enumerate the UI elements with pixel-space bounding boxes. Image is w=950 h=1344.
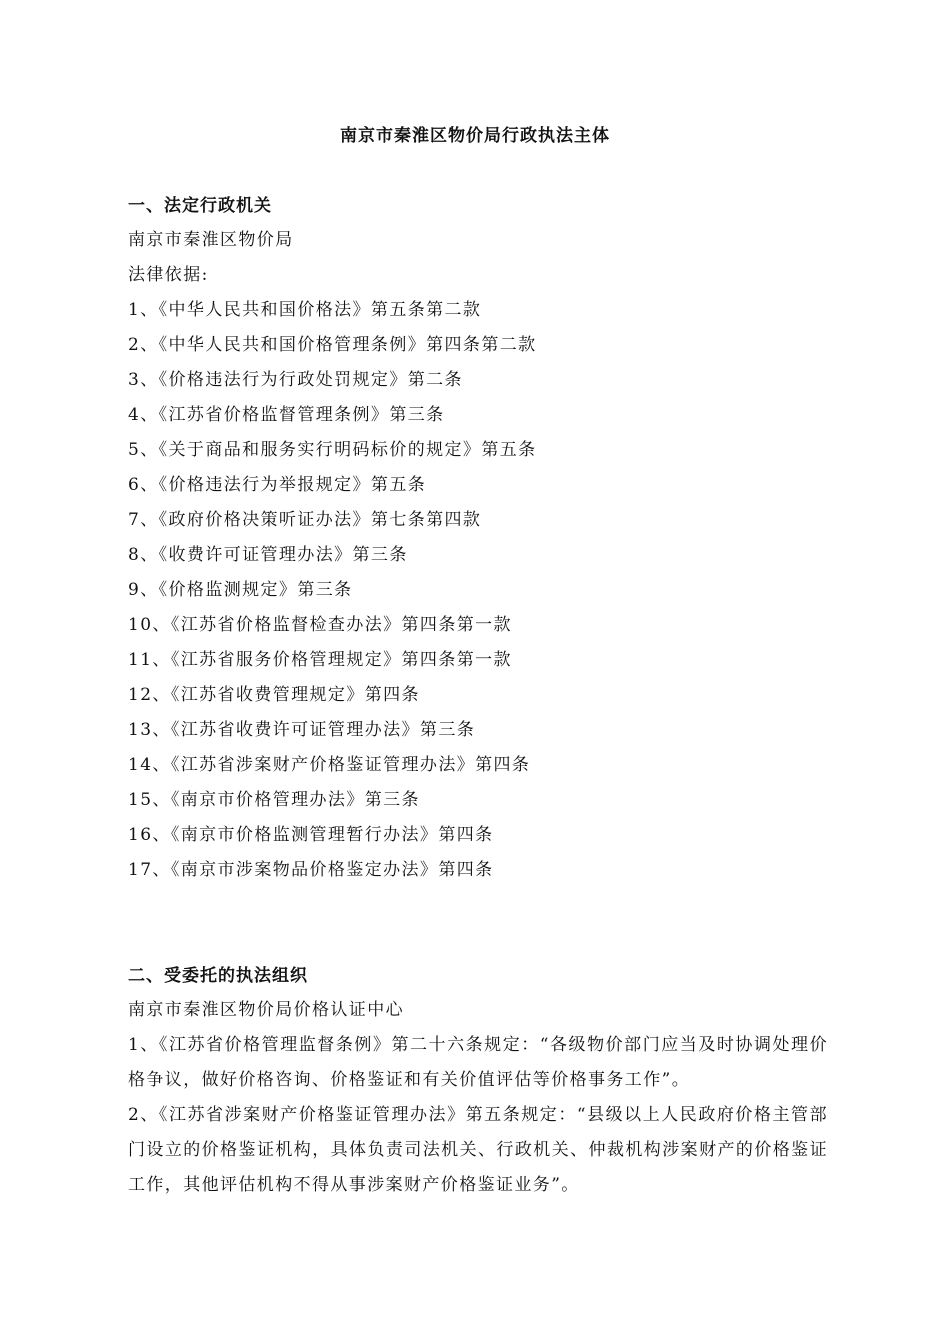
legal-basis-item: 15、《南京市价格管理办法》第三条	[128, 790, 420, 810]
legal-basis-item: 7、《政府价格决策听证办法》第七条第四款	[128, 510, 482, 530]
legal-basis-item: 11、《江苏省服务价格管理规定》第四条第一款	[128, 650, 512, 670]
regulation-paragraph: 2、《江苏省涉案财产价格鉴证管理办法》第五条规定：“县级以上人民政府价格主管部门设立的价格鉴证机构，具体负责司法机关、行政机关、仲裁机构涉案财产的价格鉴证工作，其他评估机构不得从事涉案财产价格鉴证业务”。	[128, 1105, 828, 1195]
legal-basis-item: 14、《江苏省涉案财产价格鉴证管理办法》第四条	[128, 755, 531, 775]
legal-basis-item: 2、《中华人民共和国价格管理条例》第四条第二款	[128, 335, 537, 355]
legal-basis-item: 17、《南京市涉案物品价格鉴定办法》第四条	[128, 860, 494, 880]
regulation-paragraph: 1、《江苏省价格管理监督条例》第二十六条规定：“各级物价部门应当及时协调处理价格争议，做好价格咨询、价格鉴证和有关价值评估等价格事务工作”。	[128, 1035, 828, 1090]
authority-name: 南京市秦淮区物价局	[128, 230, 294, 250]
legal-basis-item: 1、《中华人民共和国价格法》第五条第二款	[128, 300, 482, 320]
section-heading: 一、法定行政机关	[128, 196, 272, 216]
legal-basis-item: 9、《价格监测规定》第三条	[128, 580, 353, 600]
legal-basis-label: 法律依据:	[128, 265, 209, 285]
section-legal-authority	[128, 194, 828, 888]
organization-name: 南京市秦淮区物价局价格认证中心	[128, 1000, 404, 1020]
section-entrusted-organization	[128, 964, 828, 1203]
legal-basis-item: 10、《江苏省价格监督检查办法》第四条第一款	[128, 615, 512, 635]
legal-basis-item: 16、《南京市价格监测管理暂行办法》第四条	[128, 825, 494, 845]
legal-basis-item: 12、《江苏省收费管理规定》第四条	[128, 685, 420, 705]
legal-basis-item: 3、《价格违法行为行政处罚规定》第二条	[128, 370, 463, 390]
legal-basis-item: 13、《江苏省收费许可证管理办法》第三条	[128, 720, 476, 740]
legal-basis-item: 5、《关于商品和服务实行明码标价的规定》第五条	[128, 440, 537, 460]
legal-basis-item: 4、《江苏省价格监督管理条例》第三条	[128, 405, 445, 425]
document-title: 南京市秦淮区物价局行政执法主体	[340, 126, 610, 146]
legal-basis-item: 8、《收费许可证管理办法》第三条	[128, 545, 408, 565]
legal-basis-item: 6、《价格违法行为举报规定》第五条	[128, 475, 427, 495]
section-heading: 二、受委托的执法组织	[128, 966, 308, 986]
